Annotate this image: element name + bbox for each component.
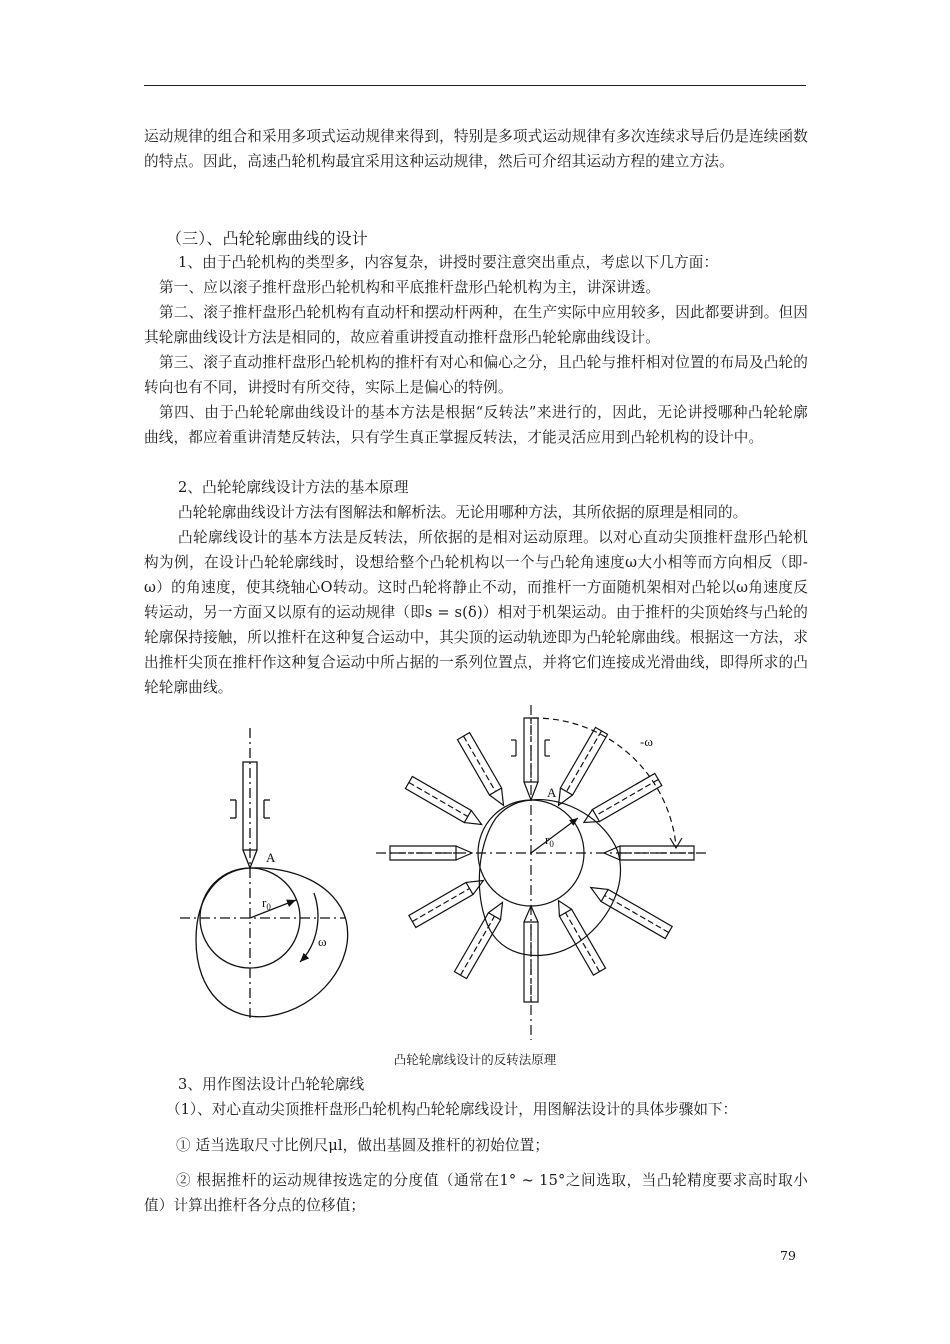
right-r0-label: $r_0$ xyxy=(545,832,554,849)
paragraph-step-intro: （1）、对心直动尖顶推杆盘形凸轮机构凸轮轮廓线设计，用图解法设计的具体步骤如下： xyxy=(166,1101,738,1118)
follower-240 xyxy=(409,874,487,927)
paragraph-point-3: 3、用作图法设计凸轮轮廓线 xyxy=(178,1076,365,1093)
right-point-a: A xyxy=(547,785,557,800)
paragraph-point-2: 2、凸轮轮廓线设计方法的基本原理 xyxy=(178,479,409,496)
section-heading: （三）、凸轮轮廓曲线的设计 xyxy=(166,229,368,248)
right-inversion-diagram xyxy=(376,705,710,1040)
right-cam-profile xyxy=(479,800,620,956)
follower-330 xyxy=(457,733,509,809)
paragraph-first: 第一、应以滚子推杆盘形凸轮机构和平底推杆盘形凸轮机构为主，讲深讲透。 xyxy=(159,279,661,296)
paragraph-second: 第二、滚子推杆盘形凸轮机构有直动杆和摆动杆两种，在生产实际中应用较多，因此都要讲到。但因其轮廓曲线设计方法是相同的，故应着重讲授直动推杆盘形凸轮轮廓曲线设计。 xyxy=(144,304,808,346)
paragraph-fourth: 第四、由于凸轮轮廓曲线设计的基本方法是根据“反转法”来进行的，因此，无论讲授哪种凸轮轮廓曲线，都应着重讲清楚反转法，只有学生真正掌握反转法，才能灵活应用到凸轮机构的设计中。 xyxy=(144,404,808,446)
right-r0-arrow xyxy=(531,818,578,853)
follower-120 xyxy=(587,881,672,938)
paragraph-third: 第三、滚子直动推杆盘形凸轮机构的推杆有对心和偏心之分，且凸轮与推杆相对位置的布局及凸轮的转向也有不同，讲授时有所交待，实际上是偏心的特例。 xyxy=(144,354,808,396)
follower-300 xyxy=(405,776,485,830)
follower-30 xyxy=(552,727,607,808)
left-point-a: A xyxy=(266,850,276,865)
omega-arrow xyxy=(300,893,318,962)
page-number: 79 xyxy=(780,1248,796,1263)
paragraph-step-1: ① 适当选取尺寸比例尺μl，做出基圆及推杆的初始位置； xyxy=(176,1137,550,1154)
left-cam-diagram xyxy=(180,728,348,1018)
paragraph-step-2: ② 根据推杆的运动规律按选定的分度值（通常在1° ~ 15°之间选取，当凸轮精度要求高时取小值）计算出推杆各分点的位移值； xyxy=(144,1172,808,1214)
follower-150 xyxy=(552,897,605,975)
paragraph-point-1: 1、由于凸轮机构的类型多，内容复杂，讲授时要注意突出重点，考虑以下几方面： xyxy=(178,254,719,271)
neg-omega-label: -ω xyxy=(640,734,653,749)
figure-caption: 凸轮轮廓线设计的反转法原理 xyxy=(393,1052,557,1067)
paragraph-intro: 运动规律的组合和采用多项式运动规律来得到，特别是多项式运动规律有多次连续求导后仍是连续函数的特点。因此，高速凸轮机构最宜采用这种运动规律，然后可介绍其运动方程的建立方法。 xyxy=(144,128,808,170)
omega-label: ω xyxy=(318,934,327,949)
paragraph-inversion: 凸轮廓线设计的基本方法是反转法，所依据的是相对运动原理。以对心直动尖顶推杆盘形凸轮机构为例，在设计凸轮轮廓线时，设想给整个凸轮机构以一个与凸轮角速度ω大小相等而方向相反（即- ω）的角速度，使其绕轴心O转动。这时凸轮将静止不动，而推杆一方面随机架相对凸轮以ω角速度反转运动，另一方面又以原有的运动规律（即s = s(δ)）相对于机架运动。由于推杆的尖顶始终与凸轮的轮廓保持接触，所以推杆在这种复合运动中，其尖顶的运动轨迹即为凸轮轮廓曲线。根据这一方法，求出推杆尖顶在推杆作这种复合运动中所占据的一系列位置点，并将它们连接成光滑曲线，即得所求的凸轮轮廓曲线。 xyxy=(144,529,808,696)
left-r0-arrow xyxy=(250,900,296,918)
follower-60 xyxy=(580,773,661,828)
paragraph-methods: 凸轮轮廓曲线设计方法有图解法和解析法。无论用哪种方法，其所依据的原理是相同的。 xyxy=(178,504,748,521)
follower-210 xyxy=(454,899,508,979)
left-r0-label: $r_0$ xyxy=(262,895,271,912)
